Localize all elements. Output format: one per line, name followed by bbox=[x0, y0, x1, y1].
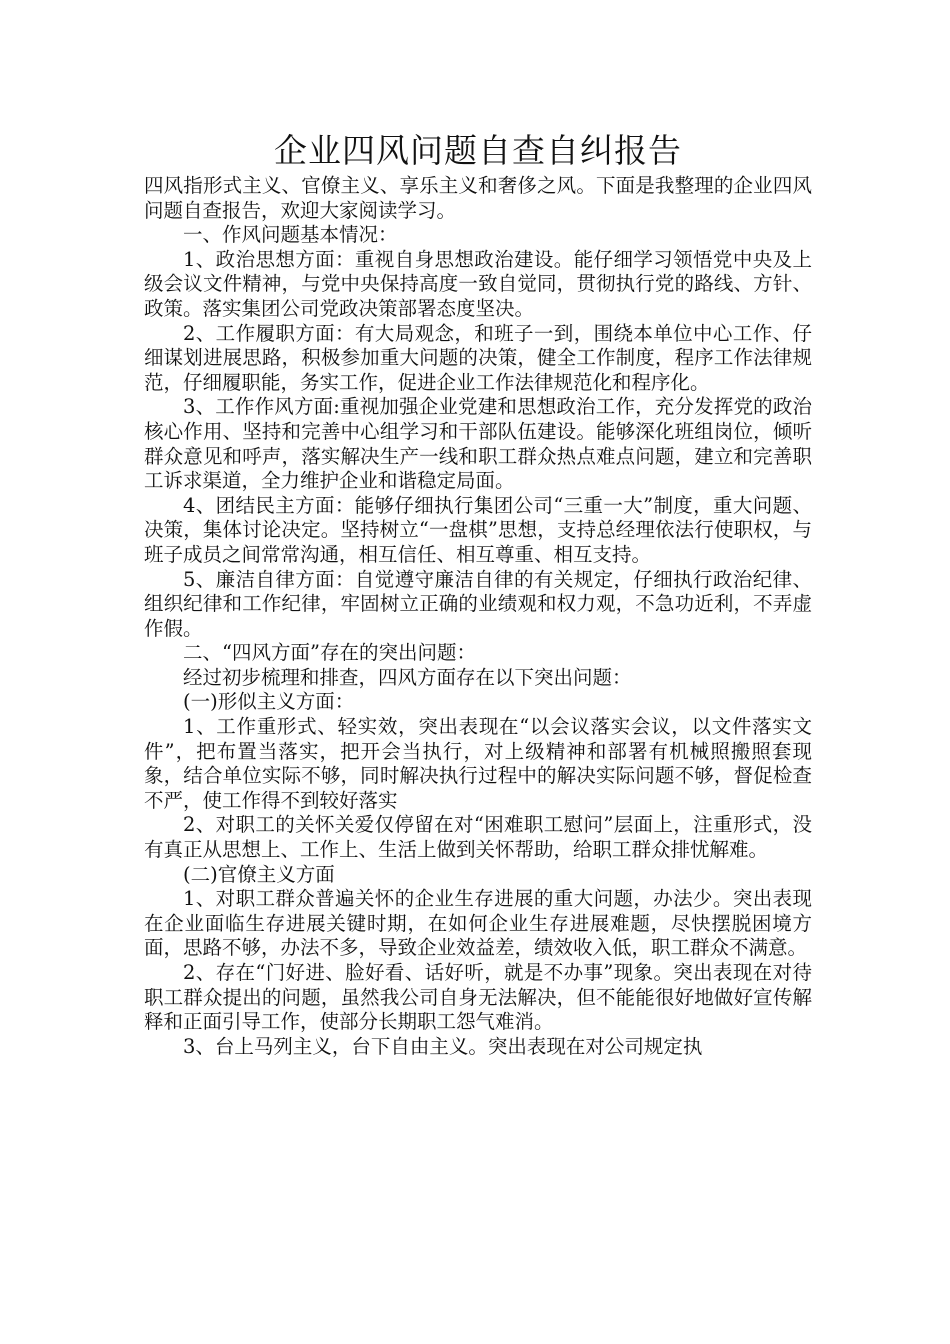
subheading-formalism: (一)形似主义方面： bbox=[183, 690, 355, 714]
subheading-bureaucratism: (二)官僚主义方面 bbox=[183, 862, 335, 886]
paragraph-bureaucratism-3: 3、台上马列主义，台下自由主义。突出表现在对公司规定执 bbox=[183, 1034, 703, 1058]
heading-section-1: 一、作风问题基本情况： bbox=[183, 223, 398, 247]
paragraph-item-3: 3、工作作风方面:重视加强企业党建和思想政治工作，充分发挥党的政治核心作用、坚持和完善中心组学习和干部队伍建设。能够深化班组岗位，倾听群众意见和呼声，落实解决生产一线和职工群众热点难点问题，建立和完善职工诉求渠道，全力维护企业和谐稳定局面。 bbox=[144, 395, 812, 493]
paragraph-item-1: 1、政治思想方面：重视自身思想政治建设。能仔细学习领悟党中央及上级会议文件精神，与党中央保持高度一致自觉同，贯彻执行党的路线、方针、政策。落实集团公司党政决策部署态度坚决。 bbox=[144, 247, 812, 320]
paragraph-formalism-1: 1、工作重形式、轻实效，突出表现在“以会议落实会议，以文件落实文件”，把布置当落实，把开会当执行，对上级精神和部署有机械照搬照套现象，结合单位实际不够，同时解决执行过程中的解决实际问题不够，督促检查不严，使工作得不到较好落实 bbox=[144, 715, 812, 812]
paragraph-item-2: 2、工作履职方面：有大局观念，和班子一到，围绕本单位中心工作、仔细谋划进展思路，积极参加重大问题的决策，健全工作制度，程序工作法律规范，仔细履职能，务实工作，促进企业工作法律规范化和程序化。 bbox=[144, 321, 812, 394]
paragraph-section-2-intro: 经过初步梳理和排查，四风方面存在以下突出问题： bbox=[183, 665, 632, 689]
paragraph-formalism-2: 2、对职工的关怀关爱仅停留在对“困难职工慰问”层面上，注重形式，没有真正从思想上、工作上、生活上做到关怀帮助，给职工群众排忧解难。 bbox=[144, 813, 812, 862]
paragraph-item-5: 5、廉洁自律方面：自觉遵守廉洁自律的有关规定，仔细执行政治纪律、组织纪律和工作纪律，牢固树立正确的业绩观和权力观，不急功近利，不弄虚作假。 bbox=[144, 567, 812, 640]
document-title: 企业四风问题自查自纠报告 bbox=[274, 131, 682, 170]
paragraph-bureaucratism-2: 2、存在“门好进、脸好看、话好听，就是不办事”现象。突出表现在对待职工群众提出的问题，虽然我公司自身无法解决，但不能能很好地做好宣传解释和正面引导工作，使部分长期职工怨气难消。 bbox=[144, 961, 812, 1034]
paragraph-bureaucratism-1: 1、对职工群众普遍关怀的企业生存进展的重大问题，办法少。突出表现在企业面临生存进展关键时期，在如何企业生存进展难题，尽快摆脱困境方面，思路不够，办法不多，导致企业效益差，绩效收入低，职工群众不满意。 bbox=[144, 887, 812, 960]
paragraph-item-4: 4、团结民主方面：能够仔细执行集团公司“三重一大”制度，重大问题、决策，集体讨论决定。坚持树立“一盘棋”思想，支持总经理依法行使职权，与班子成员之间常常沟通，相互信任、相互尊重、相互支持。 bbox=[144, 493, 812, 566]
paragraph-intro: 四风指形式主义、官僚主义、享乐主义和奢侈之风。下面是我整理的企业四风问题自查报告，欢迎大家阅读学习。 bbox=[144, 174, 812, 222]
document-page bbox=[144, 128, 812, 1059]
heading-section-2: 二、“四风方面”存在的突出问题： bbox=[183, 641, 476, 665]
